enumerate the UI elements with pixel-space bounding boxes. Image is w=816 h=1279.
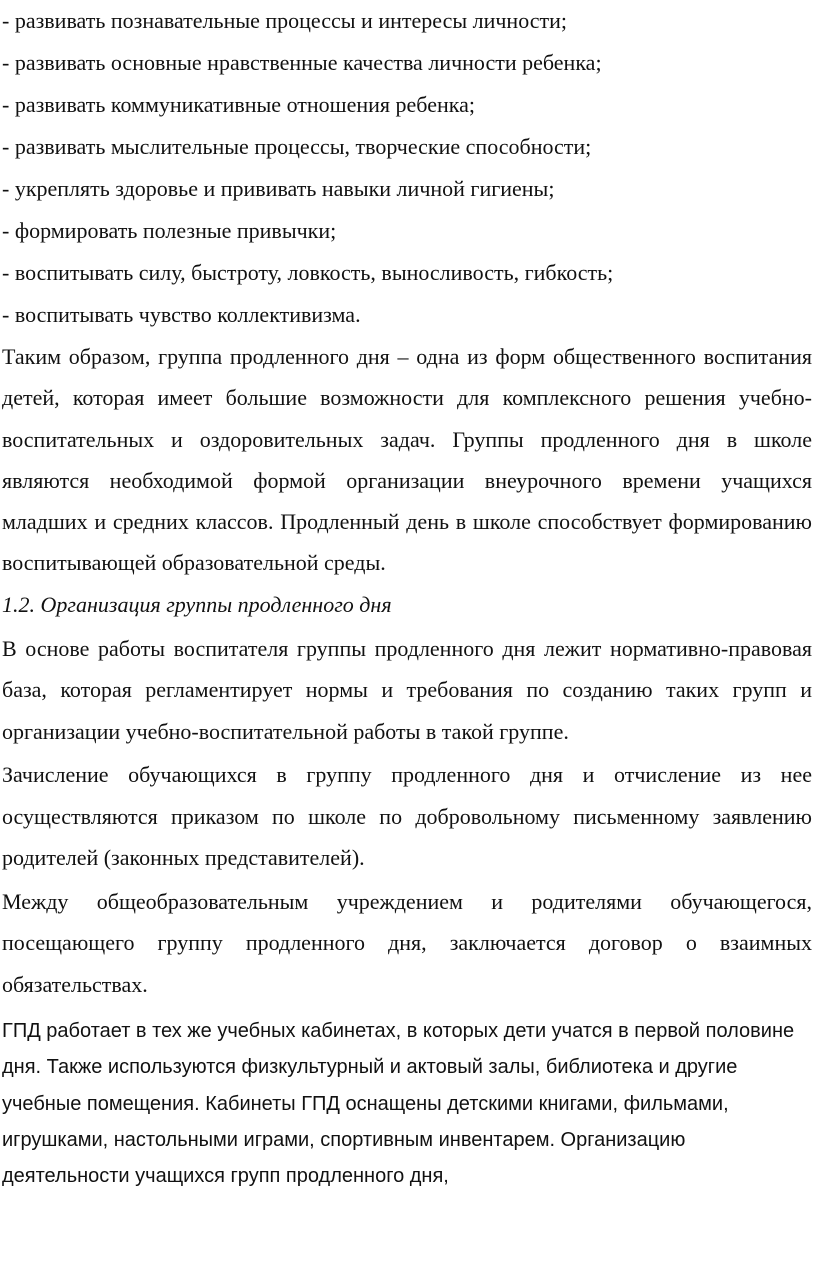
goals-list — [2, 0, 812, 336]
paragraph-conclusion: Таким образом, группа продленного дня – одна из форм общественного воспитания детей, которая имеет большие возможности для комплексного решения учебно-воспитательных и оздоровительных задач. Группы продленного дня в школе являются необходимой формой организации внеурочного времени учащихся младших и средних классов. Продленный день в школе способствует формированию воспитывающей образовательной среды. — [2, 344, 812, 576]
section-heading: 1.2. Организация группы продленного дня — [2, 591, 392, 617]
list-item: - развивать коммуникативные отношения ребенка; — [2, 92, 475, 117]
paragraph-basis: В основе работы воспитателя группы продленного дня лежит нормативно-правовая база, которая регламентирует нормы и требования по созданию таких групп и организации учебно-воспитательной работы в такой группе. — [2, 635, 812, 744]
list-item: - укреплять здоровье и прививать навыки личной гигиены; — [2, 176, 555, 201]
list-item: - развивать познавательные процессы и интересы личности; — [2, 8, 568, 33]
list-item: - воспитывать чувство коллективизма. — [2, 302, 361, 327]
list-item: - развивать основные нравственные качества личности ребенка; — [2, 50, 602, 75]
list-item: - формировать полезные привычки; — [2, 218, 337, 243]
list-item: - воспитывать силу, быстроту, ловкость, выносливость, гибкость; — [2, 260, 614, 285]
list-item: - развивать мыслительные процессы, творческие способности; — [2, 134, 592, 159]
paragraph-rooms: ГПД работает в тех же учебных кабинетах, в которых дети учатся в первой половине дня. Также используются физкультурный и актовый залы, библиотека и другие учебные помещения. Кабинеты ГПД оснащены детскими книгами, фильмами, игрушками, настольными играми, спортивным инвентарем. Организацию деятельности учащихся групп продленного дня, — [2, 1020, 795, 1188]
paragraph-enrollment: Зачисление обучающихся в группу продленного дня и отчисление из нее осуществляются приказом по школе по добровольному письменному заявлению родителей (законных представителей). — [2, 762, 812, 871]
paragraph-contract: Между общеобразовательным учреждением и родителями обучающегося, посещающего группу продленного дня, заключается договор о взаимных обязательствах. — [2, 888, 812, 997]
